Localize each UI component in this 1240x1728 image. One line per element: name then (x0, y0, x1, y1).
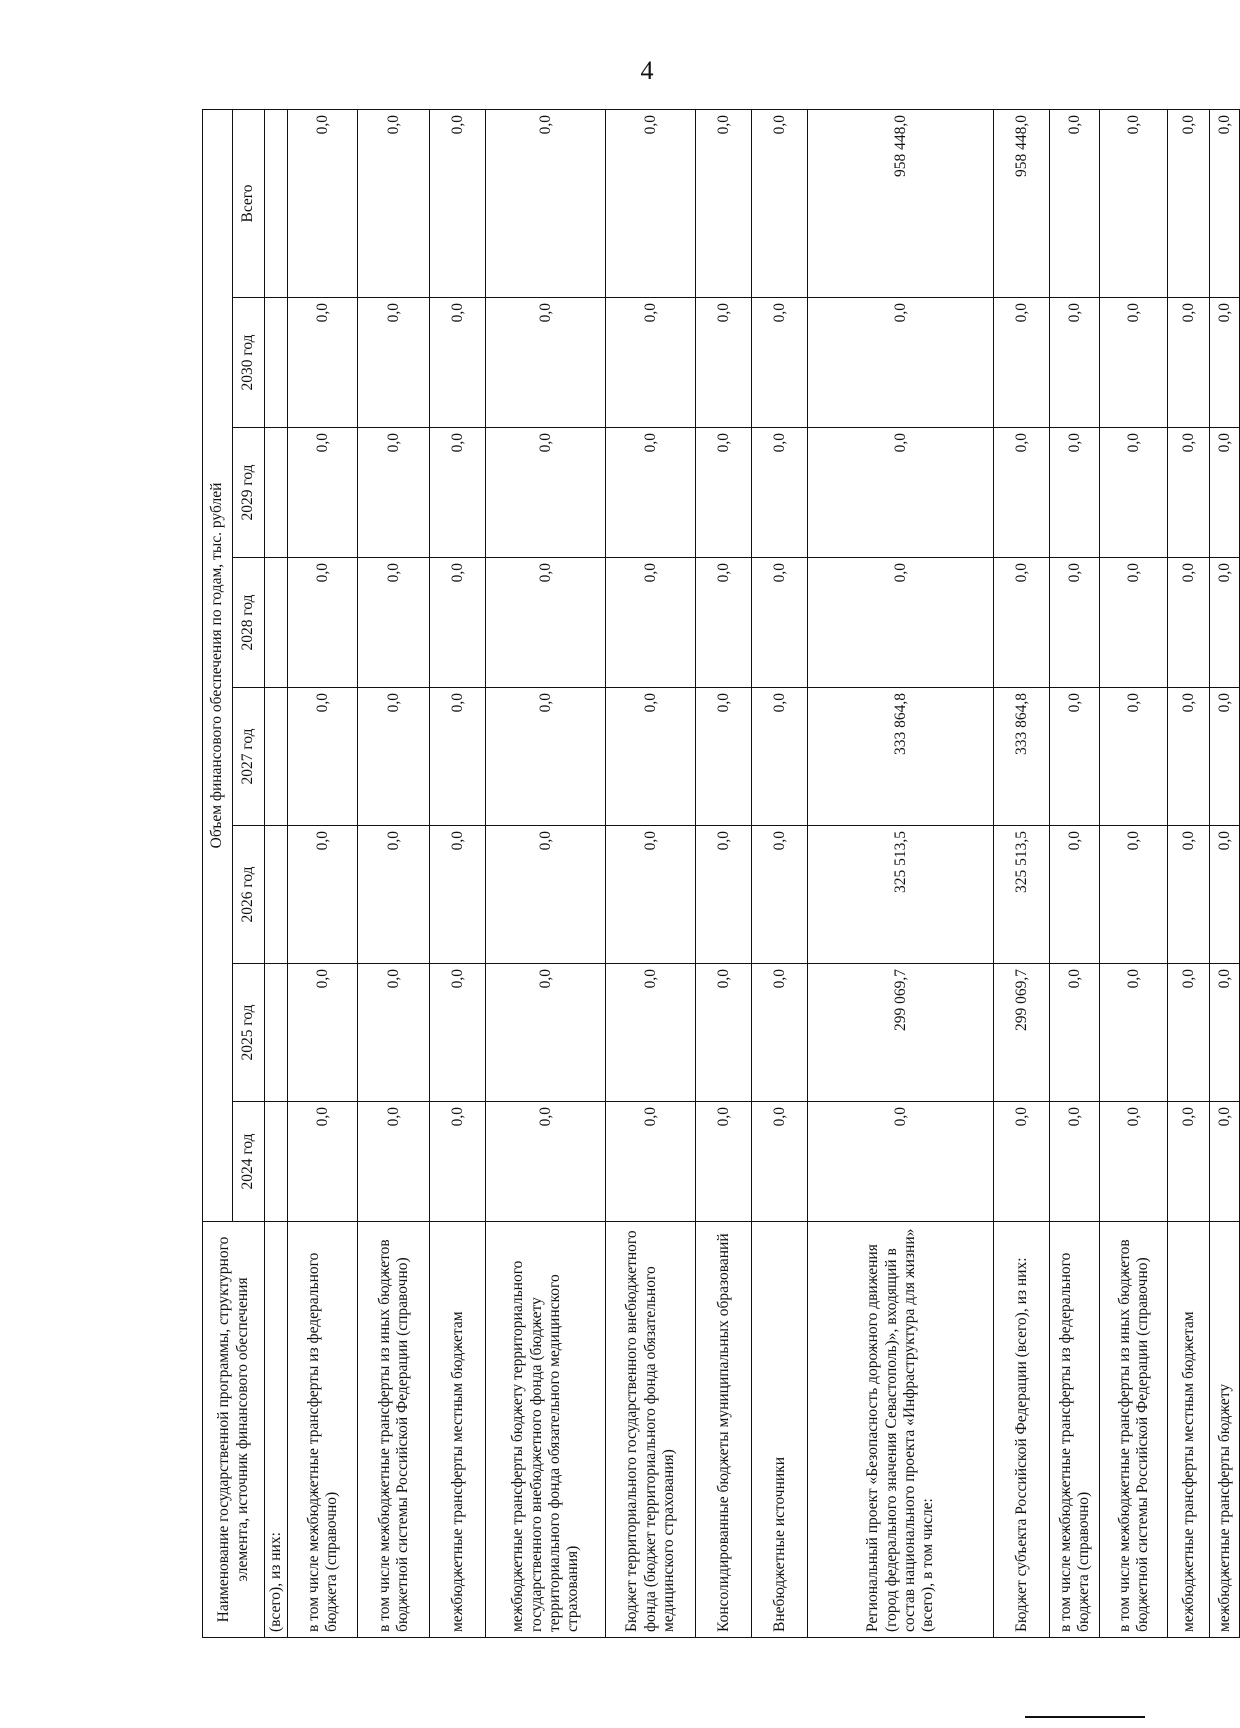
cell-total: 0,0 (752, 110, 808, 298)
cell-value: 333 864,8 (808, 688, 994, 826)
cell-value: 0,0 (486, 964, 606, 1102)
cell-value: 0,0 (696, 428, 752, 558)
header-year: 2026 год (233, 826, 265, 964)
row-label: Бюджет территориального государственного внебюджетного фонда (бюджет территориального фонда обязательного медицинского страхования) (606, 1222, 696, 1638)
page-number: 4 (640, 56, 654, 85)
header-year: 2027 год (233, 688, 265, 826)
cell-value: 0,0 (1100, 826, 1168, 964)
cell-value: 0,0 (994, 1102, 1050, 1222)
header-year: 2028 год (233, 558, 265, 688)
table-row (606, 110, 696, 1638)
cell-value: 0,0 (1168, 688, 1210, 826)
financing-table (202, 109, 1240, 1638)
row-label: Внебюджетные источники (752, 1222, 808, 1638)
cell-value (265, 298, 288, 428)
cell-value: 0,0 (430, 1102, 486, 1222)
cell-value: 0,0 (696, 826, 752, 964)
row-label: Бюджет субъекта Российской Федерации (всего), из них: (994, 1222, 1050, 1638)
cell-value: 0,0 (1100, 688, 1168, 826)
cell-value: 0,0 (696, 688, 752, 826)
table-row (1210, 110, 1240, 1638)
cell-total: 0,0 (486, 110, 606, 298)
cell-value: 0,0 (358, 298, 430, 428)
cell-value: 0,0 (486, 428, 606, 558)
cell-value: 0,0 (606, 558, 696, 688)
row-label: в том числе межбюджетные трансферты из иных бюджетов бюджетной системы Российской Федерации (справочно) (1100, 1222, 1168, 1638)
cell-total: 0,0 (288, 110, 358, 298)
table-row (1100, 110, 1168, 1638)
cell-value: 0,0 (486, 1102, 606, 1222)
table-row (358, 110, 430, 1638)
cell-value: 0,0 (1050, 558, 1100, 688)
cell-total: 0,0 (358, 110, 430, 298)
cell-value (265, 558, 288, 688)
cell-value: 0,0 (1210, 688, 1240, 826)
table-row (752, 110, 808, 1638)
cell-value: 0,0 (1168, 428, 1210, 558)
table-row (288, 110, 358, 1638)
header-group: Объем финансового обеспечения по годам, тыс. рублей (203, 110, 233, 1222)
cell-value: 0,0 (808, 428, 994, 558)
cell-value: 0,0 (358, 1102, 430, 1222)
cell-value (265, 428, 288, 558)
cell-value: 0,0 (752, 1102, 808, 1222)
cell-value: 0,0 (1100, 428, 1168, 558)
row-label: Консолидированные бюджеты муниципальных образований (696, 1222, 752, 1638)
cell-value: 0,0 (1210, 1102, 1240, 1222)
cell-value: 0,0 (1100, 298, 1168, 428)
cell-value (265, 964, 288, 1102)
cell-value: 0,0 (696, 558, 752, 688)
cell-total (265, 110, 288, 298)
cell-value: 0,0 (752, 826, 808, 964)
cell-value: 0,0 (358, 964, 430, 1102)
cell-total: 958 448,0 (994, 110, 1050, 298)
footer-line (1025, 1716, 1145, 1722)
cell-value: 325 513,5 (994, 826, 1050, 964)
cell-value: 0,0 (1100, 558, 1168, 688)
cell-value: 0,0 (696, 298, 752, 428)
table-body (265, 110, 1240, 1638)
cell-value: 0,0 (358, 688, 430, 826)
row-label: (всего), из них: (265, 1222, 288, 1638)
cell-value: 0,0 (358, 428, 430, 558)
table-rotated-wrapper (202, 110, 1233, 1638)
cell-value: 0,0 (752, 298, 808, 428)
row-label: в том числе межбюджетные трансферты из федерального бюджета (справочно) (288, 1222, 358, 1638)
table-row (486, 110, 606, 1638)
cell-value: 0,0 (752, 964, 808, 1102)
header-year: 2030 год (233, 298, 265, 428)
header-name-column: Наименование государственной программы, структурного элемента, источник финансового обеспечения (203, 1222, 265, 1638)
cell-value: 0,0 (1050, 298, 1100, 428)
cell-value: 0,0 (358, 826, 430, 964)
row-label: в том числе межбюджетные трансферты из федерального бюджета (справочно) (1050, 1222, 1100, 1638)
table-row (430, 110, 486, 1638)
cell-value: 299 069,7 (808, 964, 994, 1102)
table-row (1168, 110, 1210, 1638)
cell-total: 0,0 (1210, 110, 1240, 298)
cell-value: 0,0 (1168, 826, 1210, 964)
table-row (265, 110, 288, 1638)
cell-value: 0,0 (752, 428, 808, 558)
cell-value (265, 826, 288, 964)
cell-value: 0,0 (994, 558, 1050, 688)
cell-value: 0,0 (696, 964, 752, 1102)
table-row (994, 110, 1050, 1638)
cell-value: 0,0 (994, 428, 1050, 558)
cell-value (265, 688, 288, 826)
cell-total: 958 448,0 (808, 110, 994, 298)
cell-value: 0,0 (752, 558, 808, 688)
cell-value: 0,0 (288, 964, 358, 1102)
cell-total: 0,0 (430, 110, 486, 298)
table-row (696, 110, 752, 1638)
cell-value: 0,0 (1210, 428, 1240, 558)
cell-total: 0,0 (1100, 110, 1168, 298)
table-row (1050, 110, 1100, 1638)
cell-value: 0,0 (606, 826, 696, 964)
cell-value: 0,0 (1168, 1102, 1210, 1222)
cell-value: 0,0 (430, 826, 486, 964)
cell-value: 0,0 (696, 1102, 752, 1222)
cell-value: 0,0 (606, 688, 696, 826)
cell-value: 0,0 (288, 1102, 358, 1222)
cell-value: 0,0 (1050, 688, 1100, 826)
cell-value: 0,0 (486, 826, 606, 964)
cell-value: 0,0 (606, 298, 696, 428)
cell-value: 325 513,5 (808, 826, 994, 964)
cell-value: 0,0 (1050, 826, 1100, 964)
cell-value: 0,0 (1210, 826, 1240, 964)
cell-value: 0,0 (1050, 1102, 1100, 1222)
cell-total: 0,0 (696, 110, 752, 298)
header-year: 2024 год (233, 1102, 265, 1222)
table-row (808, 110, 994, 1638)
cell-value: 0,0 (288, 428, 358, 558)
header-total: Всего (233, 110, 265, 298)
cell-value: 0,0 (430, 688, 486, 826)
header-year: 2029 год (233, 428, 265, 558)
cell-value (265, 1102, 288, 1222)
row-label: в том числе межбюджетные трансферты из иных бюджетов бюджетной системы Российской Федерации (справочно) (358, 1222, 430, 1638)
row-label: межбюджетные трансферты бюджету (1210, 1222, 1240, 1638)
header-year: 2025 год (233, 964, 265, 1102)
cell-value: 0,0 (1100, 1102, 1168, 1222)
row-label: межбюджетные трансферты местным бюджетам (1168, 1222, 1210, 1638)
row-label: межбюджетные трансферты местным бюджетам (430, 1222, 486, 1638)
row-label: Региональный проект «Безопасность дорожного движения (город федерального значения Севастополь)», входящий в состав национального проекта «Инфраструктура для жизни» (всего), в том числе: (808, 1222, 994, 1638)
cell-value: 0,0 (808, 558, 994, 688)
cell-value: 0,0 (606, 428, 696, 558)
cell-value: 0,0 (1210, 964, 1240, 1102)
cell-value: 0,0 (430, 428, 486, 558)
cell-value: 0,0 (994, 298, 1050, 428)
cell-value: 0,0 (288, 298, 358, 428)
cell-value: 0,0 (752, 688, 808, 826)
cell-value: 0,0 (486, 688, 606, 826)
cell-value: 0,0 (486, 298, 606, 428)
cell-value: 0,0 (808, 298, 994, 428)
cell-value: 0,0 (1050, 428, 1100, 558)
cell-value: 0,0 (1050, 964, 1100, 1102)
cell-value: 0,0 (1100, 964, 1168, 1102)
cell-value: 0,0 (288, 688, 358, 826)
cell-value: 0,0 (1168, 964, 1210, 1102)
cell-value: 333 864,8 (994, 688, 1050, 826)
cell-total: 0,0 (1168, 110, 1210, 298)
cell-value: 0,0 (288, 826, 358, 964)
cell-value: 0,0 (808, 1102, 994, 1222)
cell-value: 0,0 (288, 558, 358, 688)
cell-value: 0,0 (1210, 298, 1240, 428)
cell-total: 0,0 (1050, 110, 1100, 298)
row-label: межбюджетные трансферты бюджету территориального государственного внебюджетного фонда (бюджету территориального фонда обязательного медицинского страхования) (486, 1222, 606, 1638)
cell-value: 0,0 (606, 1102, 696, 1222)
cell-value: 0,0 (486, 558, 606, 688)
cell-value: 0,0 (430, 558, 486, 688)
cell-value: 299 069,7 (994, 964, 1050, 1102)
cell-value: 0,0 (358, 558, 430, 688)
cell-value: 0,0 (430, 964, 486, 1102)
cell-value: 0,0 (1168, 298, 1210, 428)
cell-value: 0,0 (430, 298, 486, 428)
cell-value: 0,0 (606, 964, 696, 1102)
cell-value: 0,0 (1168, 558, 1210, 688)
cell-value: 0,0 (1210, 558, 1240, 688)
cell-total: 0,0 (606, 110, 696, 298)
